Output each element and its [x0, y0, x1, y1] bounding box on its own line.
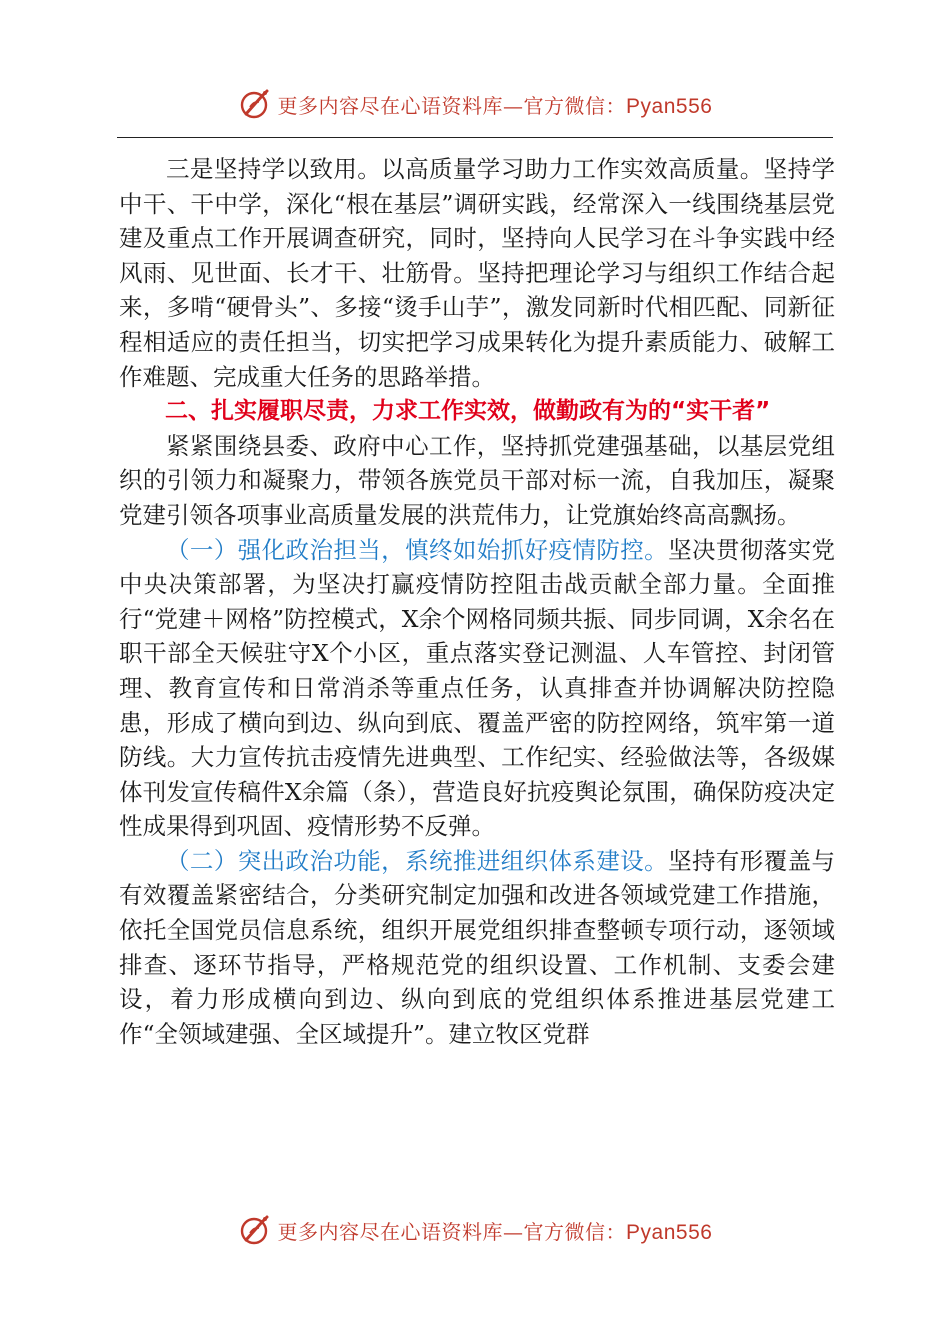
header-rule: [117, 137, 833, 138]
paragraph-organization-system: [119, 844, 835, 1052]
subheading-epidemic-control: （一）强化政治担当，慎终如始抓好疫情防控。: [166, 535, 669, 564]
header-banner: [0, 84, 950, 124]
subheading-organization-system: （二）突出政治功能，系统推进组织体系建设。: [166, 846, 669, 875]
document-body: [119, 152, 835, 1051]
pen-seal-logo-icon: [238, 87, 272, 121]
paragraph-section-2-intro: 紧紧围绕县委、政府中心工作，坚持抓党建强基础，以基层党组织的引领力和凝聚力，带领各族党员干部对标一流，自我加压，凝聚党建引领各项事业高质量发展的洪荒伟力，让党旗始终高高飘扬。: [119, 431, 835, 529]
paragraph-organization-system-body: 坚持有形覆盖与有效覆盖紧密结合，分类研究制定加强和改进各领域党建工作措施，依托全国党员信息系统，组织开展党组织排查整顿专项行动，逐领域排查、逐环节指导，严格规范党的组织设置、工作机制、支委会建设，着力形成横向到边、纵向到底的党组织体系推进基层党建工作“全领域建强、全区域提升”。建立牧区党群: [119, 846, 836, 1048]
paragraph-epidemic-control: [119, 533, 835, 844]
section-heading-2: 二、扎实履职尽责，力求工作实效，做勤政有为的“实干者”: [165, 398, 771, 425]
header-banner-text: 更多内容尽在心语资料库—官方微信：Pyan556: [277, 93, 713, 118]
paragraph-epidemic-control-body: 坚决贯彻落实党中央决策部署，为坚决打赢疫情防控阻击战贡献全部力量。全面推行“党建＋网格”防控模式，X余个网格同频共振、同步同调，X余名在职干部全天候驻守X个小区，重点落实登记测温、人车管控、封闭管理、教育宣传和日常消杀等重点任务，认真排查并协调解决防控隐患，形成了横向到边、纵向到底、覆盖严密的防控网络，筑牢第一道防线。大力宣传抗击疫情先进典型、工作纪实、经验做法等，各级媒体刊发宣传稿件X余篇（条），营造良好抗疫舆论氛围，确保防疫决定性成果得到巩固、疫情形势不反弹。: [119, 535, 836, 841]
footer-banner: [0, 1210, 950, 1250]
pen-seal-logo-icon: [238, 1213, 272, 1247]
footer-banner-text: 更多内容尽在心语资料库—官方微信：Pyan556: [277, 1219, 713, 1244]
paragraph-study-application: 三是坚持学以致用。以高质量学习助力工作实效高质量。坚持学中干、干中学，深化“根在基层”调研实践，经常深入一线围绕基层党建及重点工作开展调查研究，同时，坚持向人民学习在斗争实践中经风雨、见世面、长才干、壮筋骨。坚持把理论学习与组织工作结合起来，多啃“硬骨头”、多接“烫手山芋”，激发同新时代相匹配、同新征程相适应的责任担当，切实把学习成果转化为提升素质能力、破解工作难题、完成重大任务的思路举措。: [119, 155, 835, 391]
